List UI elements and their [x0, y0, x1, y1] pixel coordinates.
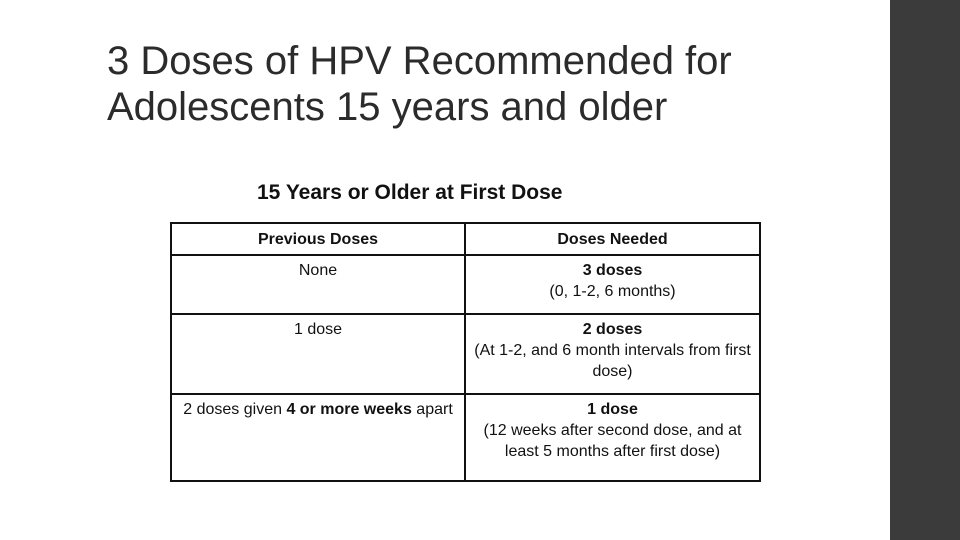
table-header-row [171, 223, 760, 255]
previous-doses-cell: 1 dose [171, 314, 465, 394]
previous-doses-text-end: apart [411, 401, 453, 418]
table-row [171, 314, 760, 394]
header-previous-doses: Previous Doses [171, 223, 465, 255]
table-row [171, 255, 760, 314]
doses-needed-cell [465, 314, 760, 394]
doses-needed-count: 3 doses [582, 262, 643, 279]
doses-needed-count: 2 doses [582, 321, 643, 338]
doses-needed-cell [465, 255, 760, 314]
doses-needed-detail: (12 weeks after second dose, and at least 5 months after first dose) [483, 422, 742, 460]
doses-needed-detail: (0, 1-2, 6 months) [549, 283, 676, 300]
dose-table [170, 222, 761, 482]
side-accent-bar [890, 0, 960, 540]
previous-doses-emphasis: 4 or more weeks [286, 401, 412, 418]
doses-needed-count: 1 dose [587, 401, 638, 418]
slide-title-line-1: 3 Doses of HPV Recommended for [107, 39, 732, 83]
table-caption: 15 Years or Older at First Dose [257, 181, 563, 204]
doses-needed-detail: (At 1-2, and 6 month intervals from first dose) [474, 342, 751, 380]
table-row [171, 394, 760, 481]
doses-needed-cell [465, 394, 760, 481]
slide-title [107, 38, 847, 130]
previous-doses-text: 2 doses given [183, 401, 287, 418]
slide-title-line-2: Adolescents 15 years and older [107, 85, 668, 129]
previous-doses-cell [171, 394, 465, 481]
previous-doses-cell: None [171, 255, 465, 314]
header-doses-needed: Doses Needed [465, 223, 760, 255]
